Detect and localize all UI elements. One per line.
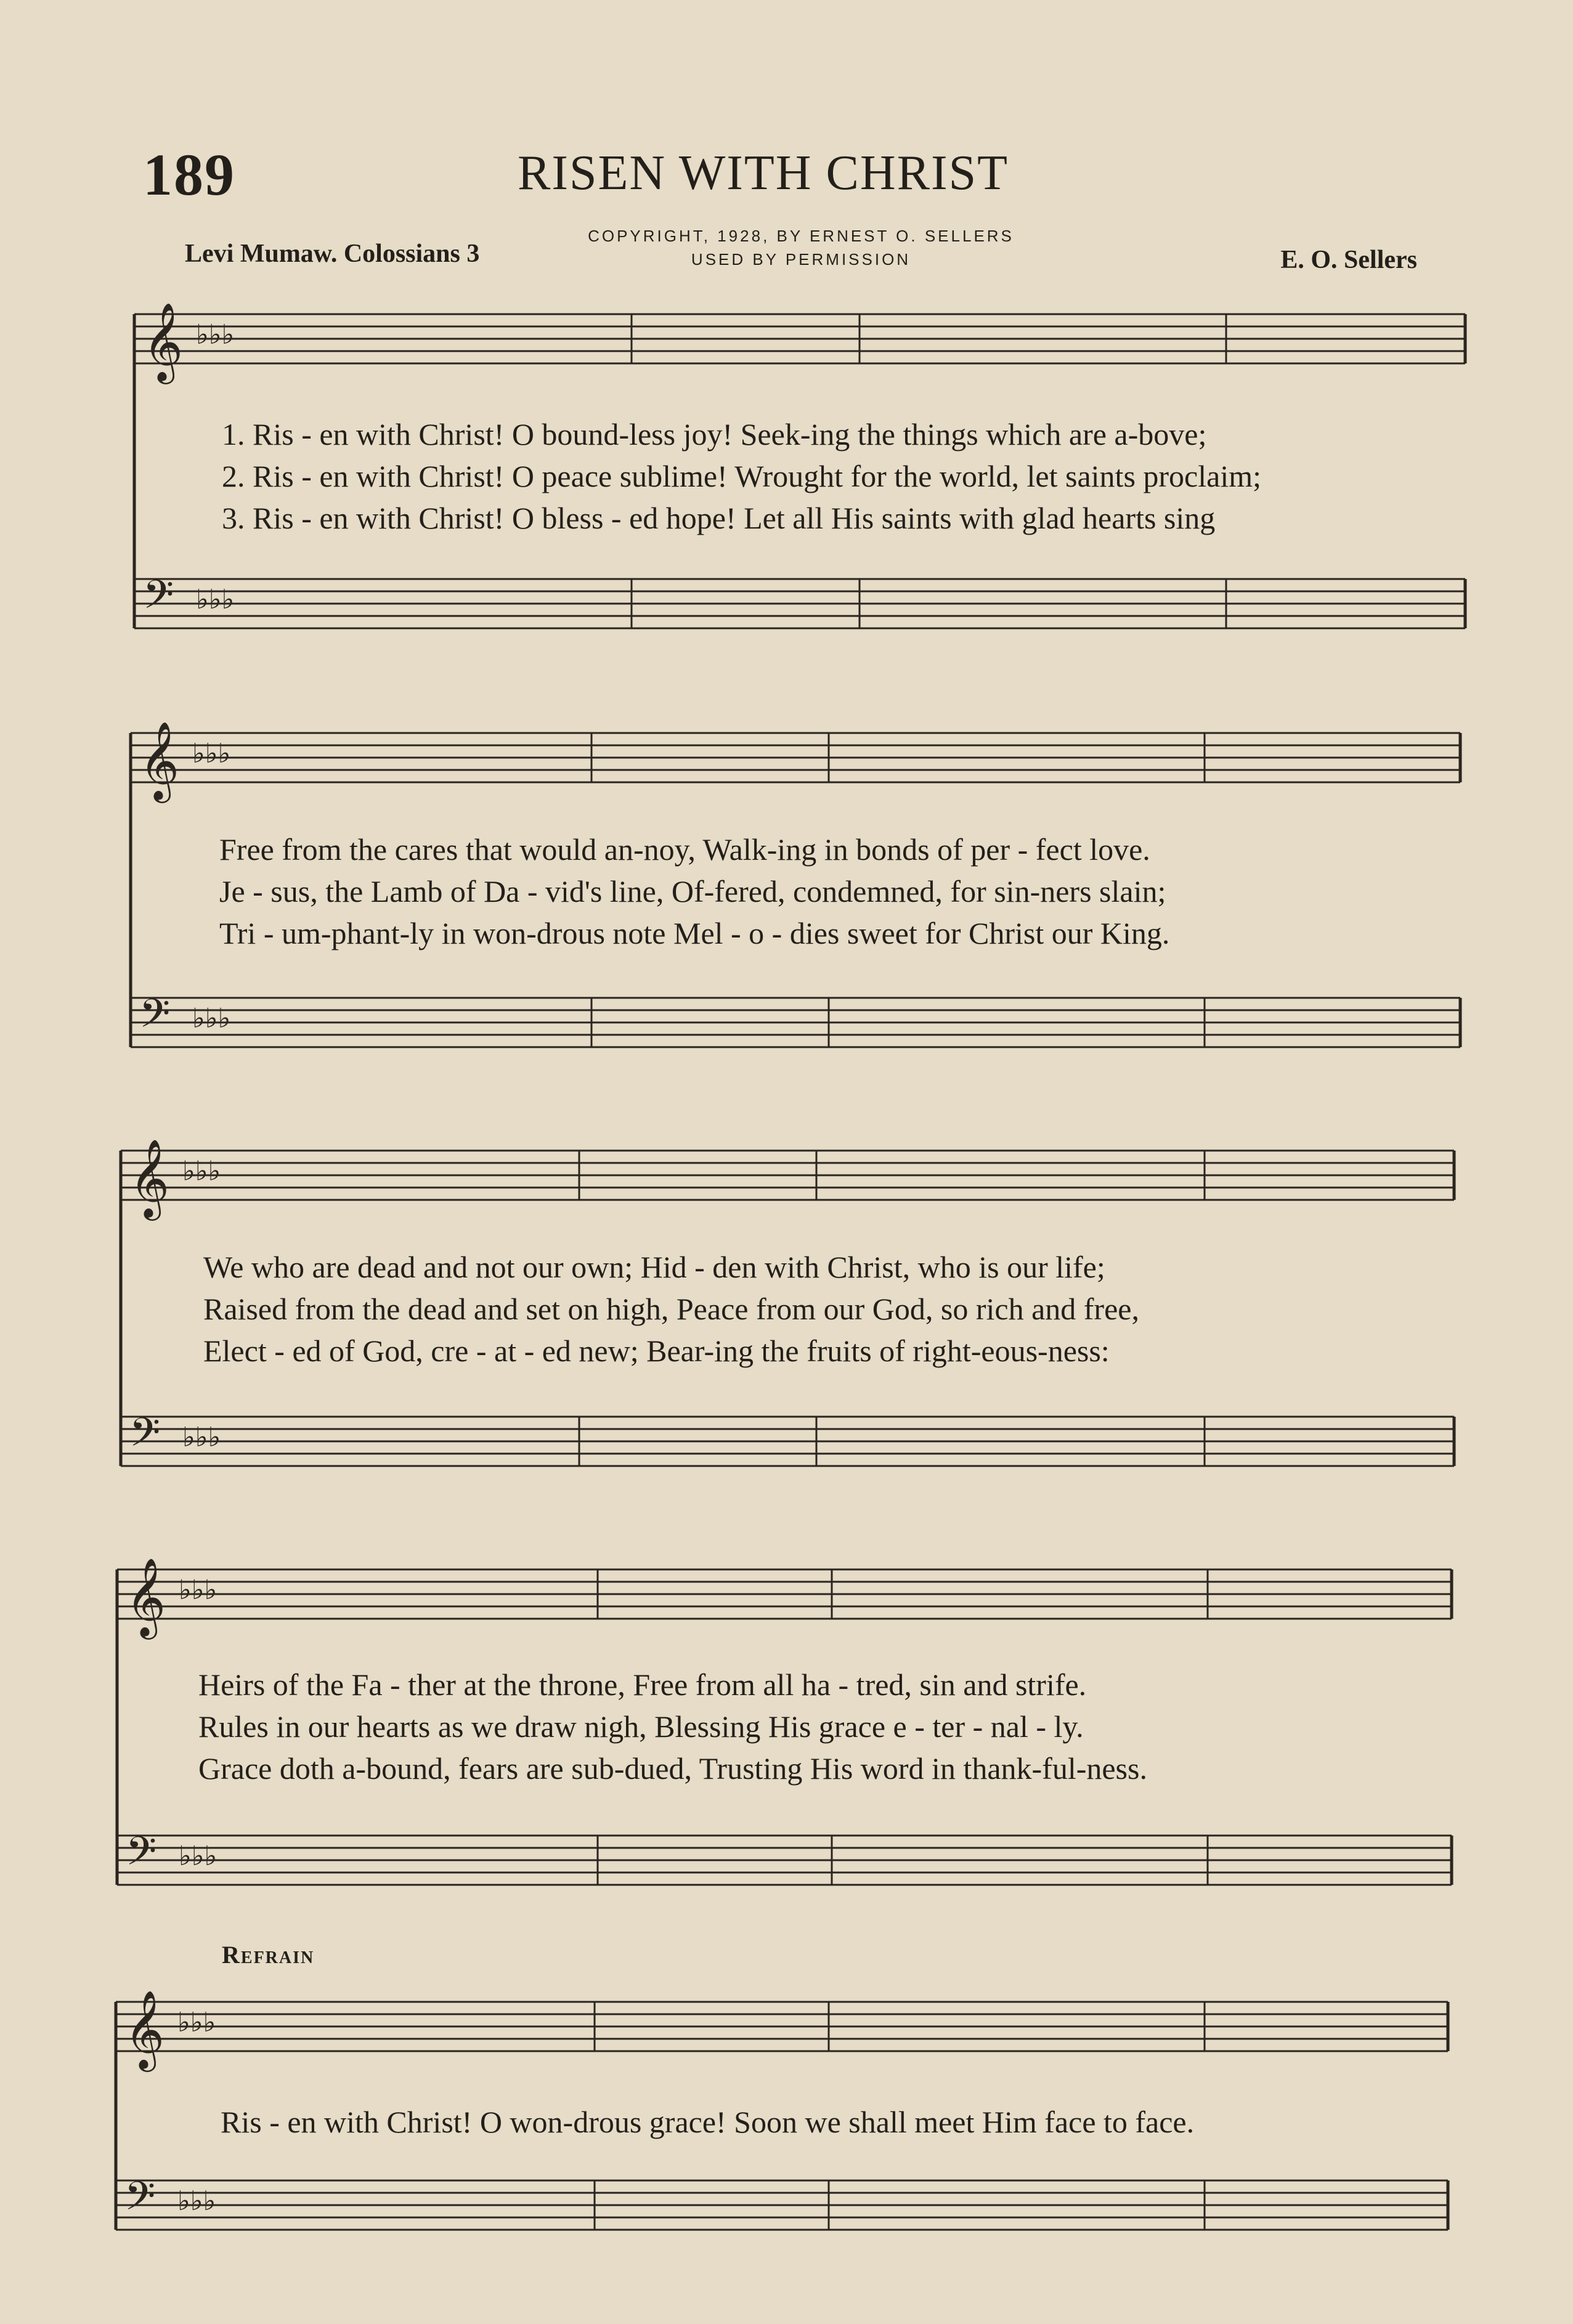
bass-clef-icon: 𝄢: [124, 2174, 156, 2229]
lyric-line: Elect - ed of God, cre - at - ed new; Bear-ing the fruits of right-eous-ness:: [203, 1334, 1110, 1368]
lyric-line: Raised from the dead and set on high, Peace from our God, so rich and free,: [203, 1292, 1139, 1326]
key-signature-icon: ♭♭♭: [192, 1003, 231, 1034]
lyric-line: Tri - um-phant-ly in won-drous note Mel - o - dies sweet for Christ our King.: [219, 916, 1170, 950]
lyric-line: 2. Ris - en with Christ! O peace sublime! Wrought for the world, let saints proclaim;: [222, 459, 1262, 493]
author-credit: Levi Mumaw. Colossians 3: [185, 240, 480, 268]
key-signature-icon: ♭♭♭: [177, 2185, 216, 2217]
lyric-line: Free from the cares that would an-noy, Walk-ing in bonds of per - fect love.: [219, 832, 1150, 867]
lyric-line: We who are dead and not our own; Hid - den with Christ, who is our life;: [203, 1250, 1105, 1284]
key-signature-icon: ♭♭♭: [192, 738, 231, 769]
lyric-line: 3. Ris - en with Christ! O bless - ed hope! Let all His saints with glad hearts sing: [222, 501, 1216, 535]
key-signature-icon: ♭♭♭: [196, 319, 235, 350]
treble-clef-icon: 𝄞: [129, 1138, 170, 1217]
key-signature-icon: ♭♭♭: [196, 584, 235, 615]
lyric-line: Grace doth a-bound, fears are sub-dued, Trusting His word in thank-ful-ness.: [198, 1751, 1147, 1786]
bass-clef-icon: 𝄢: [143, 572, 174, 628]
key-signature-icon: ♭♭♭: [179, 1574, 217, 1606]
bass-clef-icon: 𝄢: [126, 1829, 157, 1884]
bass-clef-icon: 𝄢: [129, 1410, 161, 1465]
lyric-line: Je - sus, the Lamb of Da - vid's line, Of-fered, condemned, for sin-ners slain;: [219, 874, 1166, 909]
lyric-line: Rules in our hearts as we draw nigh, Blessing His grace e - ter - nal - ly.: [198, 1709, 1084, 1744]
composer-credit: E. O. Sellers: [1280, 246, 1417, 274]
treble-clef-icon: 𝄞: [139, 721, 180, 800]
key-signature-icon: ♭♭♭: [179, 1840, 217, 1872]
bass-clef-icon: 𝄢: [139, 991, 171, 1047]
lyric-line: Heirs of the Fa - ther at the throne, Free from all ha - tred, sin and strife.: [198, 1667, 1087, 1702]
treble-clef-icon: 𝄞: [143, 302, 184, 381]
permission-line: USED BY PERMISSION: [691, 250, 911, 269]
copyright-line: COPYRIGHT, 1928, BY ERNEST O. SELLERS: [588, 227, 1014, 245]
refrain-label: Refrain: [222, 1941, 315, 1969]
hymn-number: 189: [143, 142, 235, 208]
treble-clef-icon: 𝄞: [126, 1557, 166, 1636]
lyric-line: 1. Ris - en with Christ! O bound-less joy! Seek-ing the things which are a-bove;: [222, 417, 1207, 451]
lyric-line: Ris - en with Christ! O won-drous grace! Soon we shall meet Him face to face.: [221, 2105, 1195, 2139]
treble-clef-icon: 𝄞: [124, 1990, 165, 2068]
hymn-title: RISEN WITH CHRIST: [518, 146, 1009, 200]
key-signature-icon: ♭♭♭: [182, 1156, 221, 1187]
key-signature-icon: ♭♭♭: [177, 2007, 216, 2038]
key-signature-icon: ♭♭♭: [182, 1422, 221, 1453]
